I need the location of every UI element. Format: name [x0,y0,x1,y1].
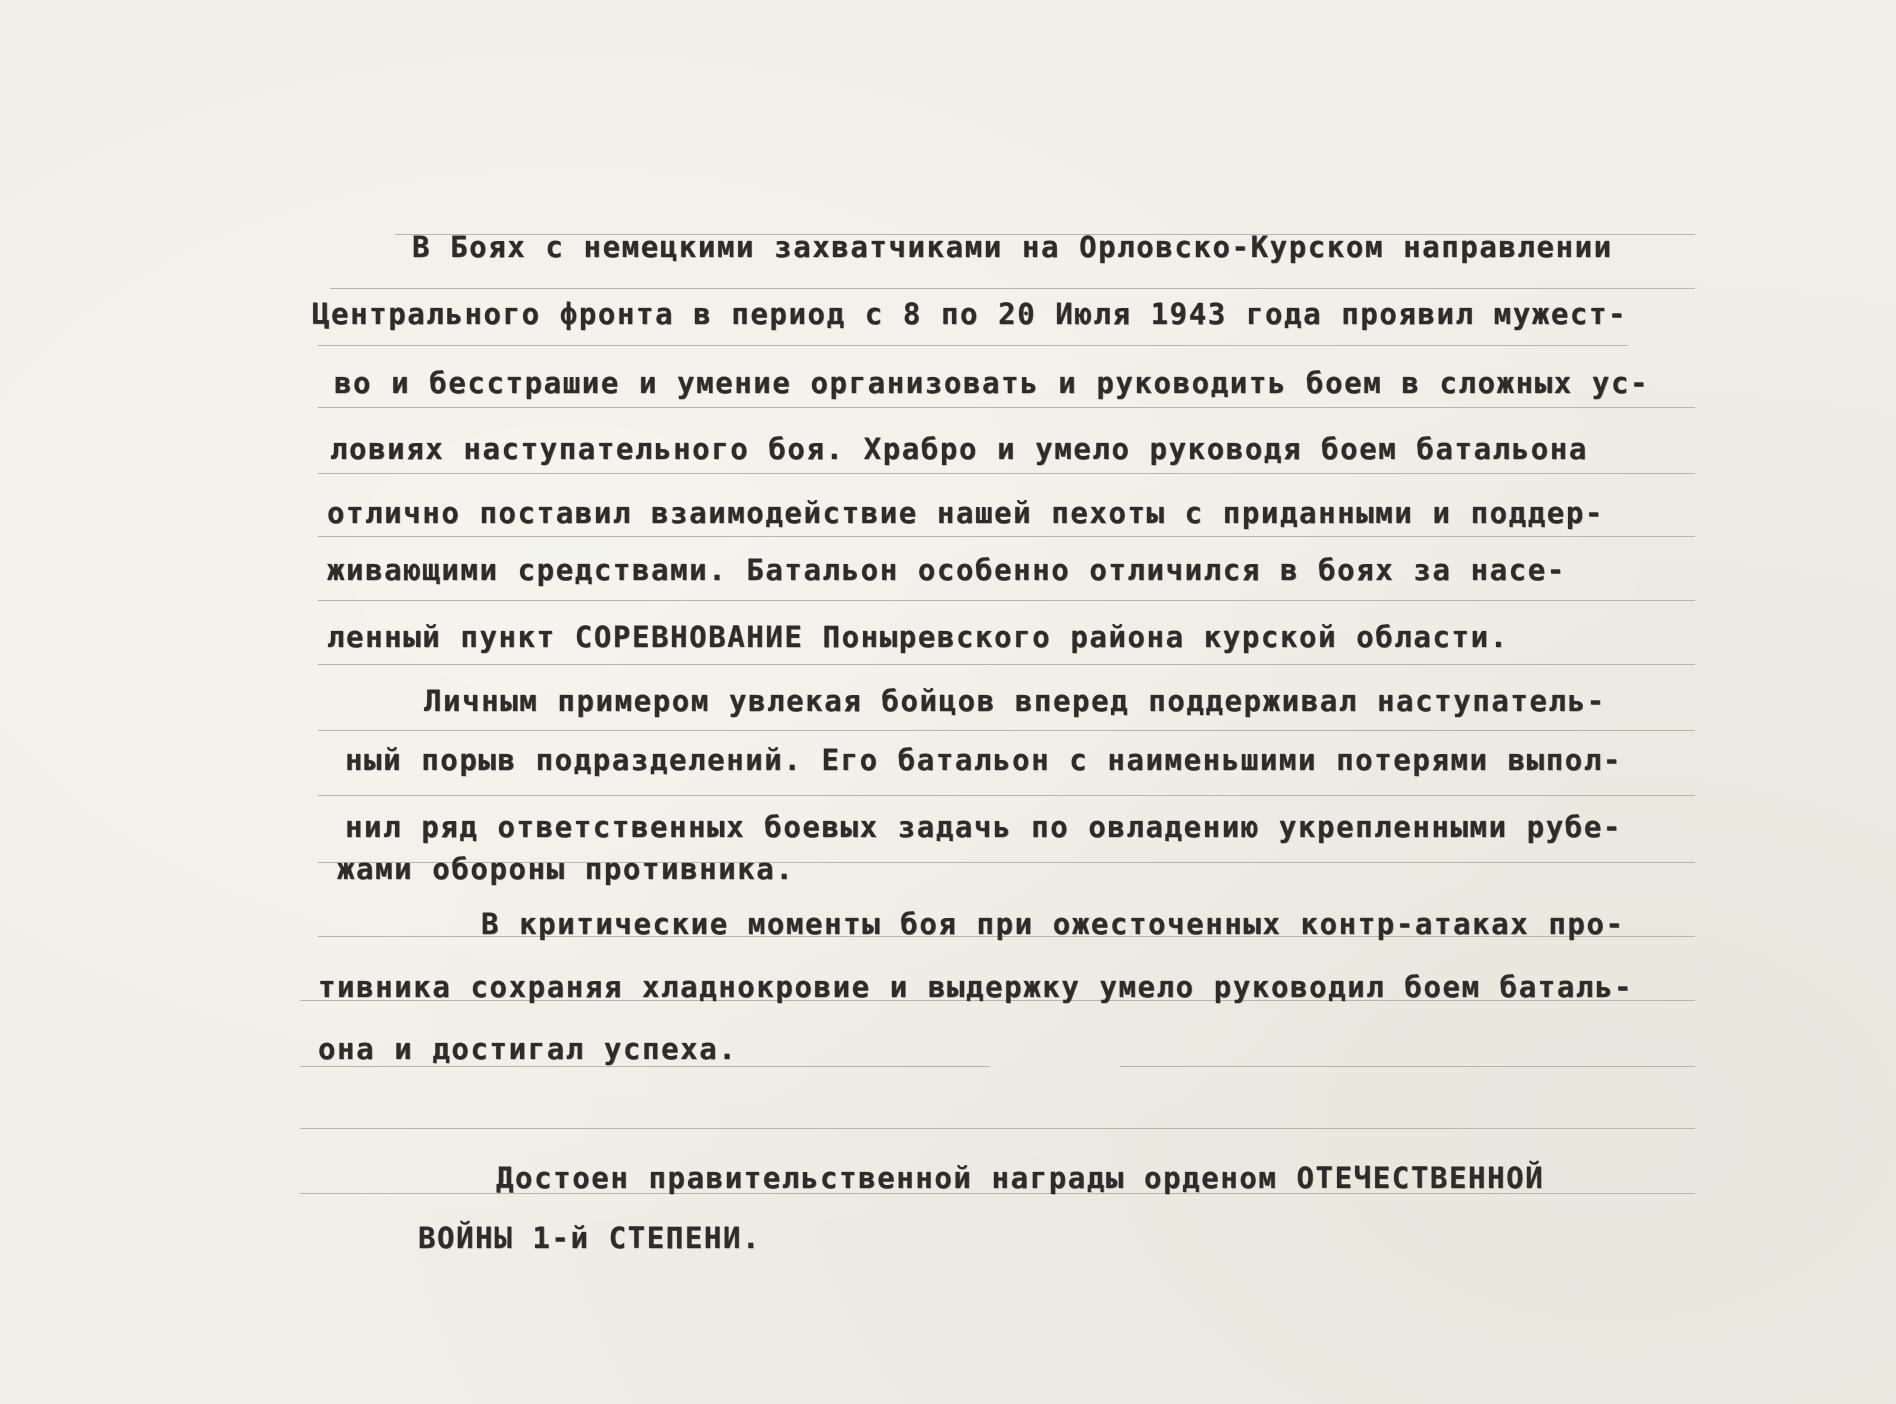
ruled-line [318,536,1695,537]
paragraph-1-line-4: ловиях наступательного боя. Храбро и умело руководя боем батальона [330,432,1588,466]
ruled-line [330,288,1695,289]
paragraph-1-line-5: отлично поставил взаимодействие нашей пехоты с приданными и поддер- [327,496,1604,530]
paragraph-1-line-2: Центрального фронта в период с 8 по 20 Июля 1943 года проявил мужест- [312,297,1628,331]
paragraph-1-line-3: во и бесстрашие и умение организовать и руководить боем в сложных ус- [334,366,1650,400]
ruled-line [300,1128,1695,1129]
ruled-line [318,795,1695,796]
paragraph-1-line-7: ленный пункт СОРЕВНОВАНИЕ Поныревского района курской области. [327,620,1509,654]
paragraph-1-line-6: живающими средствами. Батальон особенно отличился в боях за насе- [327,553,1566,587]
paragraph-3-line-1: В критические моменты боя при ожесточенных контр-атаках про- [481,907,1625,941]
ruled-line [318,345,1628,346]
award-recommendation-line-2: ВОЙНЫ 1-й СТЕПЕНИ. [418,1221,762,1255]
paragraph-1-line-1: В Боях с немецкими захватчиками на Орловско-Курском направлении [412,230,1613,264]
ruled-line [318,730,1695,731]
paragraph-3-line-2: тивника сохраняя хладнокровие и выдержку умело руководил боем баталь- [318,970,1634,1004]
paragraph-2-line-1: Личным примером увлекая бойцов вперед поддерживал наступатель- [424,684,1606,718]
paragraph-3-line-3: она и достигал успеха. [318,1032,738,1066]
ruled-line [1120,1066,1695,1067]
ruled-line [318,600,1695,601]
ruled-line [318,407,1695,408]
paragraph-2-line-2: ный порыв подразделений. Его батальон с наименьшими потерями выпол- [345,743,1622,777]
award-recommendation-line-1: Достоен правительственной награды орденом ОТЕЧЕСТВЕННОЙ [496,1161,1545,1195]
ruled-line [318,664,1695,665]
paragraph-2-line-3: нил ряд ответственных боевых задачь по овладению укрепленными рубе- [345,810,1622,844]
ruled-line [318,473,1695,474]
ruled-line [300,1066,990,1067]
paragraph-2-line-4: жами обороны противника. [337,852,795,886]
